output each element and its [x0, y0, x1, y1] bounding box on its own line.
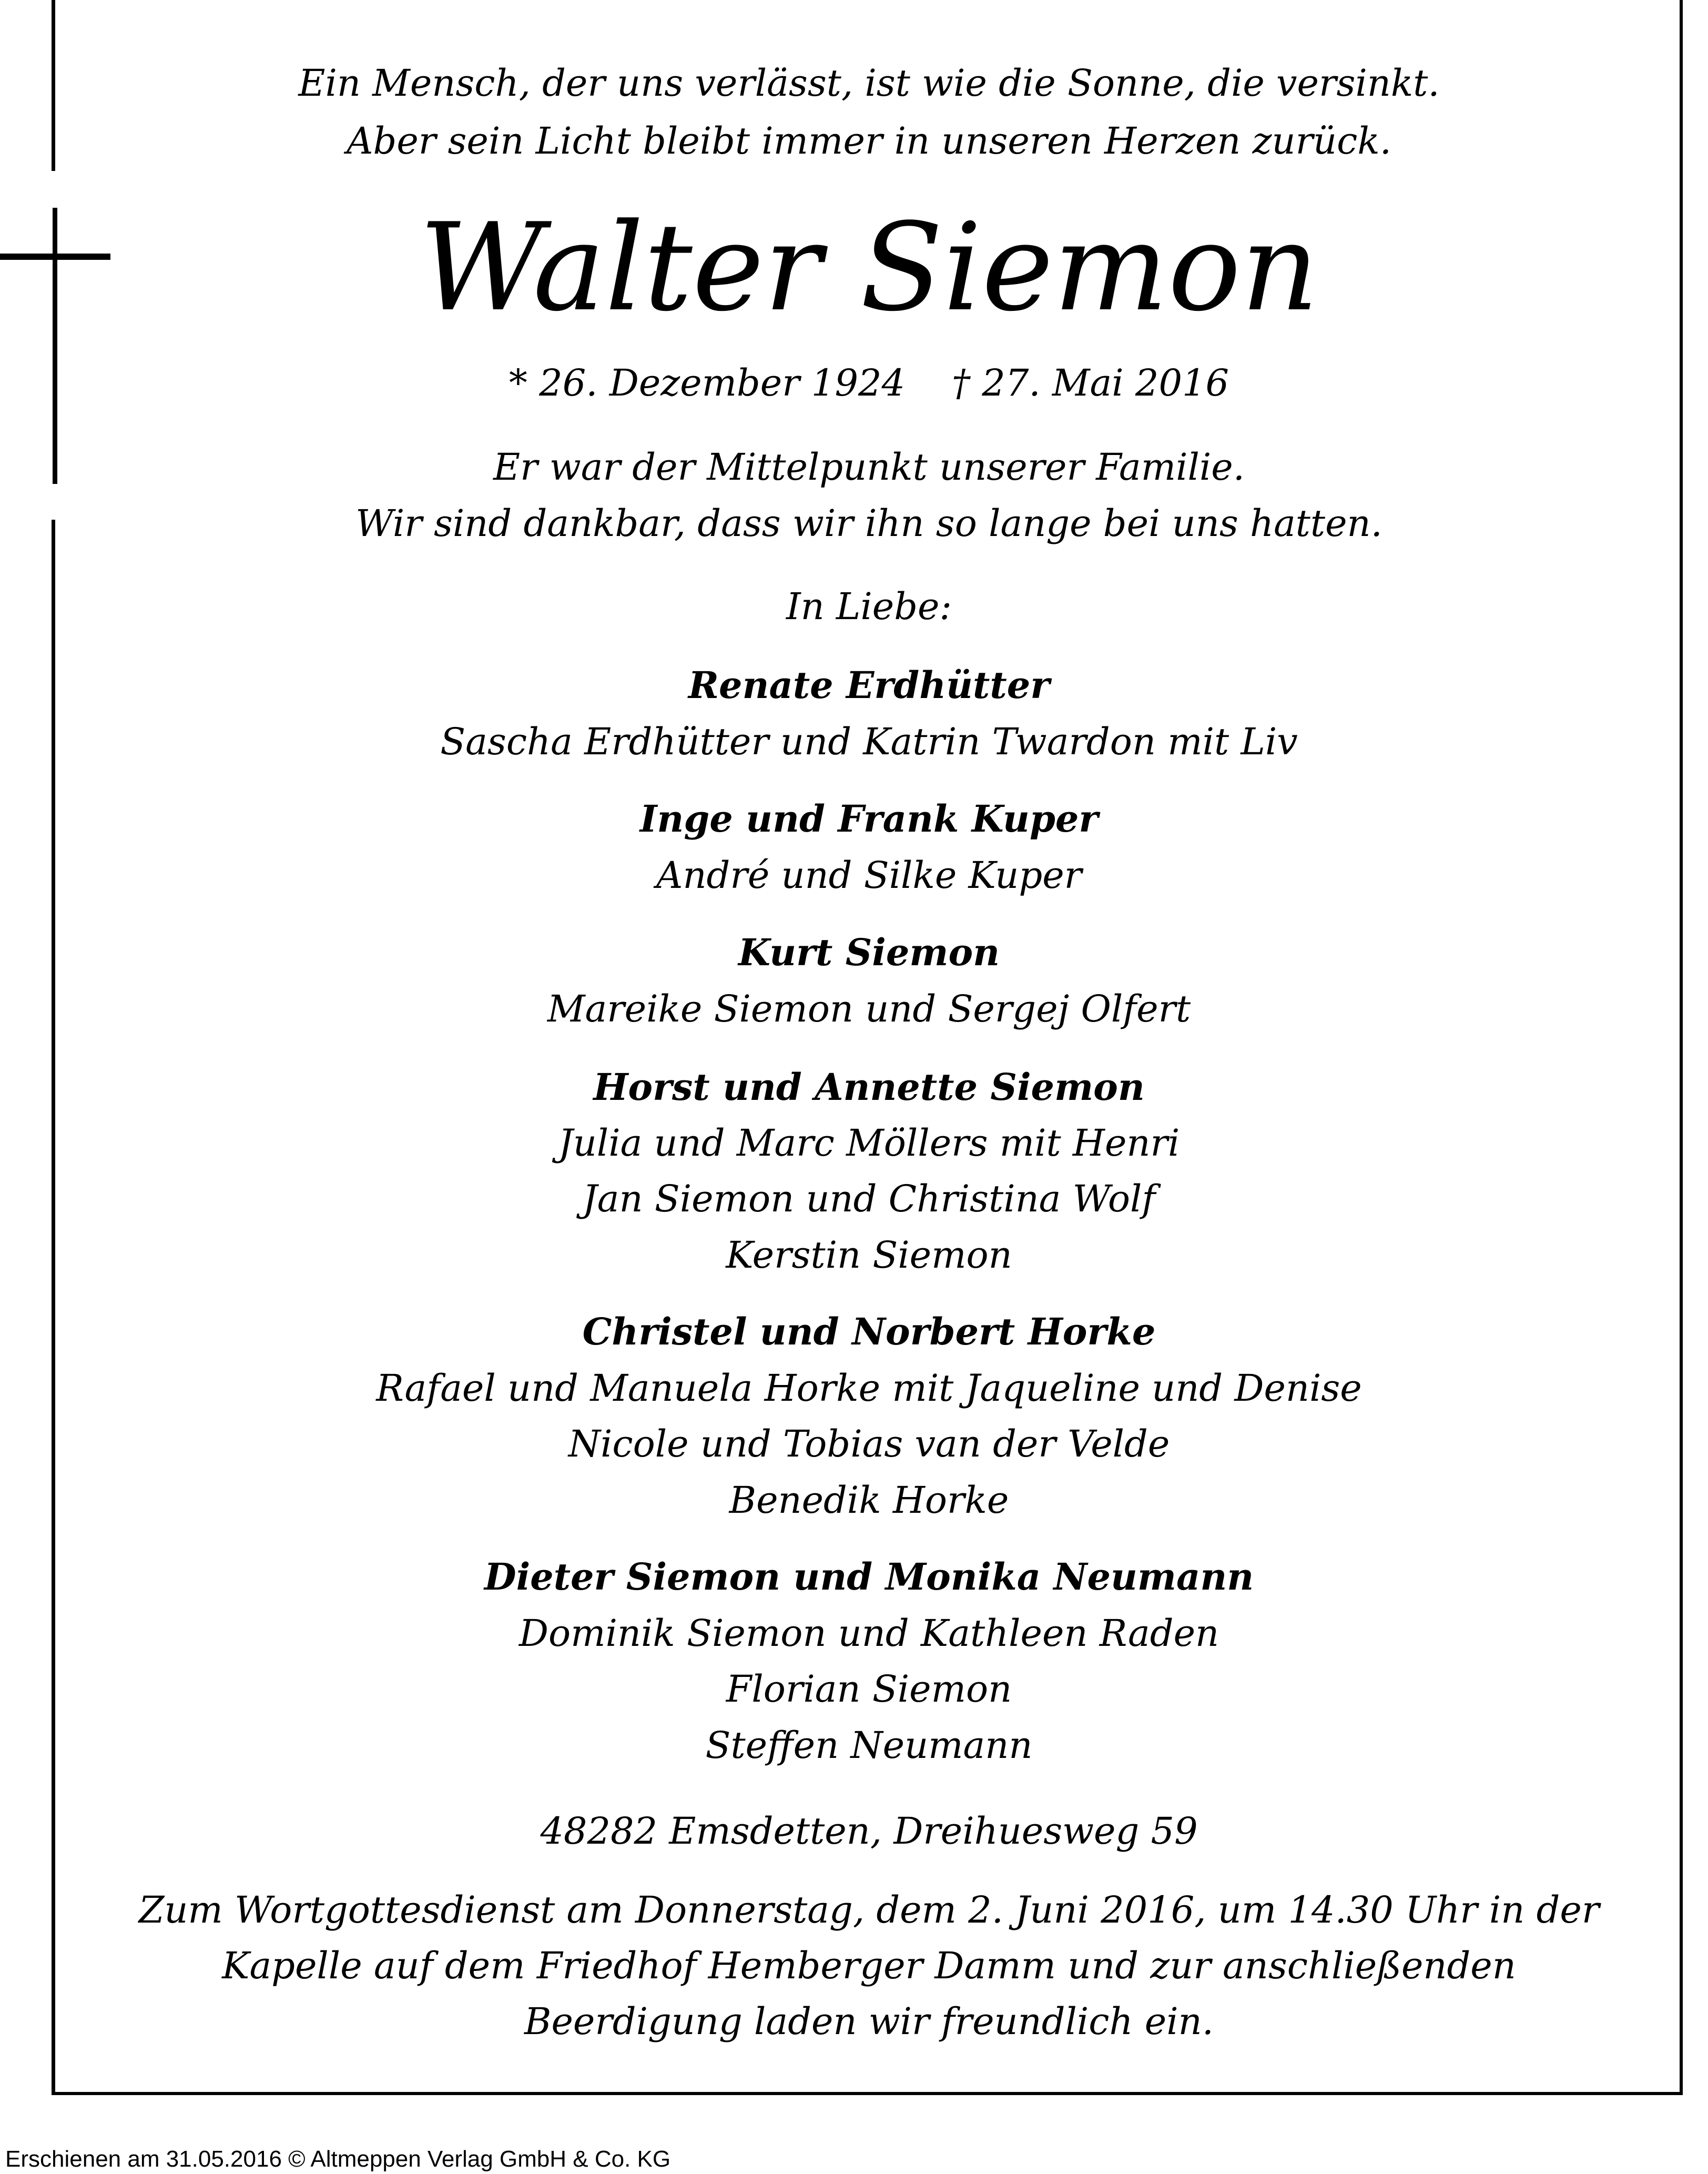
family-member: Sascha Erdhütter und Katrin Twardon mit Liv: [440, 720, 1298, 763]
family-member: Mareike Siemon und Sergej Olfert: [547, 987, 1191, 1030]
family-member: Jan Siemon und Christina Wolf: [582, 1177, 1156, 1220]
family-head: Christel und Norbert Horke: [582, 1310, 1156, 1353]
family-member: Benedik Horke: [729, 1479, 1009, 1522]
address: 48282 Emsdetten, Dreihuesweg 59: [540, 1809, 1198, 1853]
tribute-line-1: Er war der Mittelpunkt unserer Familie.: [493, 446, 1245, 489]
service-line-2: Kapelle auf dem Friedhof Hemberger Damm und zur anschließenden: [222, 1944, 1516, 1987]
family-head: Renate Erdhütter: [688, 663, 1050, 707]
family-member: André und Silke Kuper: [656, 854, 1082, 897]
in-love-label: In Liebe:: [786, 585, 952, 628]
family-member: Dominik Siemon und Kathleen Raden: [518, 1612, 1219, 1655]
family-head: Dieter Siemon und Monika Neumann: [484, 1555, 1254, 1599]
frame-left-border-bottom: [52, 520, 55, 2095]
family-member: Florian Siemon: [726, 1667, 1012, 1711]
family-head: Inge und Frank Kuper: [639, 797, 1099, 841]
family-member: Kerstin Siemon: [726, 1233, 1012, 1277]
tribute-line-2: Wir sind dankbar, dass wir ihn so lange bei uns hatten.: [355, 502, 1382, 545]
quote-line-2: Aber sein Licht bleibt immer in unseren Herzen zurück.: [346, 119, 1391, 163]
service-line-3: Beerdigung laden wir freundlich ein.: [524, 2000, 1214, 2043]
quote-line-1: Ein Mensch, der uns verlässt, ist wie die Sonne, die versinkt.: [298, 62, 1440, 105]
life-dates: * 26. Dezember 1924 † 27. Mai 2016: [509, 361, 1229, 405]
family-member: Rafael und Manuela Horke mit Jaqueline und Denise: [376, 1367, 1362, 1410]
family-head: Kurt Siemon: [738, 931, 1000, 974]
deceased-name: Walter Siemon: [419, 198, 1319, 338]
family-member: Steffen Neumann: [705, 1724, 1033, 1767]
service-line-1: Zum Wortgottesdienst am Donnerstag, dem 2. Juni 2016, um 14.30 Uhr in der: [138, 1888, 1600, 1932]
family-head: Horst und Annette Siemon: [593, 1065, 1145, 1109]
publication-footer: Erschienen am 31.05.2016 © Altmeppen Verlag GmbH & Co. KG: [5, 2146, 671, 2172]
family-member: Nicole und Tobias van der Velde: [568, 1422, 1170, 1465]
family-member: Julia und Marc Möllers mit Henri: [558, 1121, 1180, 1165]
frame-left-border-top: [52, 0, 55, 171]
